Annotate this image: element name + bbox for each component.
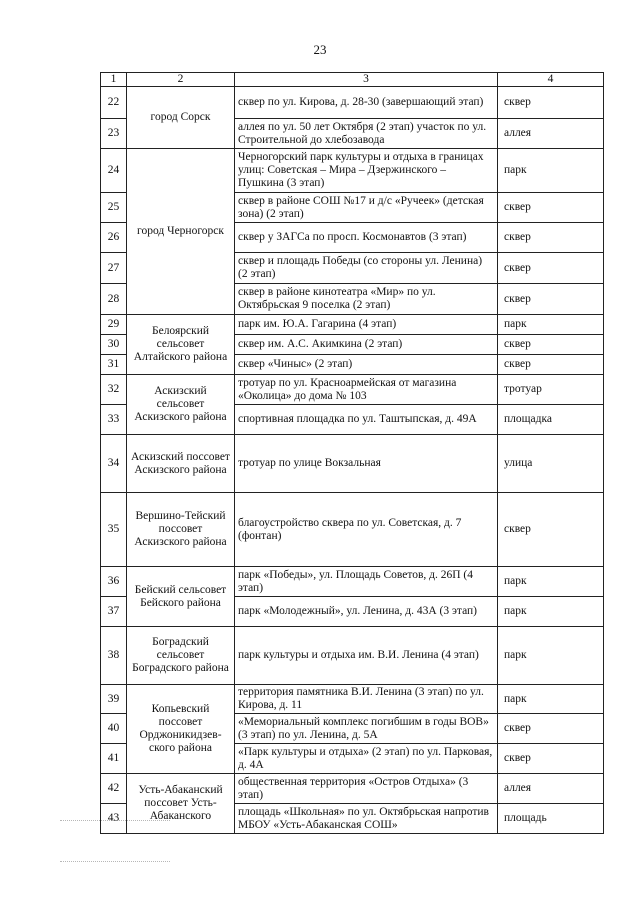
type-cell: улица bbox=[498, 435, 604, 493]
row-number: 33 bbox=[101, 405, 127, 435]
municipality-cell: Боградский сельсовет Боградского района bbox=[127, 627, 235, 685]
object-cell: сквер и площадь Победы (со стороны ул. Ленина) (2 этап) bbox=[235, 253, 498, 284]
type-cell: парк bbox=[498, 685, 604, 714]
object-cell: парк культуры и отдыха им. В.И. Ленина (4 этап) bbox=[235, 627, 498, 685]
object-cell: сквер в районе кинотеатра «Мир» по ул. Октябрьская 9 поселка (2 этап) bbox=[235, 284, 498, 315]
object-cell: аллея по ул. 50 лет Октября (2 этап) участок по ул. Строительной до хлебозавода bbox=[235, 119, 498, 149]
type-cell: парк bbox=[498, 315, 604, 335]
type-cell: аллея bbox=[498, 774, 604, 804]
row-number: 32 bbox=[101, 375, 127, 405]
row-number: 29 bbox=[101, 315, 127, 335]
type-cell: сквер bbox=[498, 744, 604, 774]
municipality-cell: Аскизский поссовет Аскизского района bbox=[127, 435, 235, 493]
row-number: 38 bbox=[101, 627, 127, 685]
type-cell: парк bbox=[498, 627, 604, 685]
type-cell: сквер bbox=[498, 253, 604, 284]
type-cell: сквер bbox=[498, 493, 604, 567]
row-number: 25 bbox=[101, 193, 127, 223]
row-number: 43 bbox=[101, 804, 127, 834]
row-number: 39 bbox=[101, 685, 127, 714]
table-row bbox=[101, 315, 604, 335]
type-cell: парк bbox=[498, 149, 604, 193]
object-cell: парк «Молодежный», ул. Ленина, д. 43А (3 этап) bbox=[235, 597, 498, 627]
row-number: 35 bbox=[101, 493, 127, 567]
table-row bbox=[101, 149, 604, 193]
table-row bbox=[101, 87, 604, 119]
table-row bbox=[101, 627, 604, 685]
object-cell: парк им. Ю.А. Гагарина (4 этап) bbox=[235, 315, 498, 335]
type-cell: сквер bbox=[498, 355, 604, 375]
municipality-cell: Бейский сельсовет Бейского района bbox=[127, 567, 235, 627]
row-number: 37 bbox=[101, 597, 127, 627]
row-number: 34 bbox=[101, 435, 127, 493]
object-cell: общественная территория «Остров Отдыха» (3 этап) bbox=[235, 774, 498, 804]
row-number: 28 bbox=[101, 284, 127, 315]
municipality-cell: город Черногорск bbox=[127, 149, 235, 315]
header-cell-1: 1 bbox=[101, 73, 127, 87]
object-cell: территория памятника В.И. Ленина (3 этап) по ул. Кирова, д. 11 bbox=[235, 685, 498, 714]
type-cell: площадь bbox=[498, 804, 604, 834]
object-cell: сквер «Чиныс» (2 этап) bbox=[235, 355, 498, 375]
object-cell: площадь «Школьная» по ул. Октябрьская напротив МБОУ «Усть-Абаканская СОШ» bbox=[235, 804, 498, 834]
type-cell: парк bbox=[498, 597, 604, 627]
type-cell: сквер bbox=[498, 193, 604, 223]
header-cell-2: 2 bbox=[127, 73, 235, 87]
municipality-cell: город Сорск bbox=[127, 87, 235, 149]
type-cell: площадка bbox=[498, 405, 604, 435]
object-cell: тротуар по ул. Красноармейская от магазина «Околица» до дома № 103 bbox=[235, 375, 498, 405]
improvement-table bbox=[100, 72, 604, 834]
object-cell: благоустройство сквера по ул. Советская, д. 7 (фонтан) bbox=[235, 493, 498, 567]
table-row bbox=[101, 774, 604, 804]
type-cell: сквер bbox=[498, 223, 604, 253]
type-cell: тротуар bbox=[498, 375, 604, 405]
object-cell: сквер по ул. Кирова, д. 28-30 (завершающий этап) bbox=[235, 87, 498, 119]
municipality-cell: Вершино-Тейский поссовет Аскизского района bbox=[127, 493, 235, 567]
row-number: 40 bbox=[101, 714, 127, 744]
municipality-cell: Белоярский сельсовет Алтайского района bbox=[127, 315, 235, 375]
type-cell: парк bbox=[498, 567, 604, 597]
header-cell-4: 4 bbox=[498, 73, 604, 87]
table-row bbox=[101, 435, 604, 493]
object-cell: спортивная площадка по ул. Таштыпская, д. 49А bbox=[235, 405, 498, 435]
row-number: 31 bbox=[101, 355, 127, 375]
object-cell: «Мемориальный комплекс погибшим в годы ВОВ» (3 этап) по ул. Ленина, д. 5А bbox=[235, 714, 498, 744]
row-number: 30 bbox=[101, 335, 127, 355]
type-cell: сквер bbox=[498, 284, 604, 315]
object-cell: Черногорский парк культуры и отдыха в границах улиц: Советская – Мира – Дзержинского – Пушкина (3 этап) bbox=[235, 149, 498, 193]
table-row bbox=[101, 375, 604, 405]
page-number: 23 bbox=[313, 42, 327, 57]
type-cell: сквер bbox=[498, 335, 604, 355]
table-row bbox=[101, 685, 604, 714]
row-number: 36 bbox=[101, 567, 127, 597]
row-number: 23 bbox=[101, 119, 127, 149]
row-number: 41 bbox=[101, 744, 127, 774]
object-cell: сквер им. А.С. Акимкина (2 этап) bbox=[235, 335, 498, 355]
object-cell: тротуар по улице Вокзальная bbox=[235, 435, 498, 493]
faded-stamp-mark bbox=[60, 820, 170, 862]
table-row bbox=[101, 567, 604, 597]
table-row bbox=[101, 493, 604, 567]
municipality-cell: Аскизский сельсовет Аскизского района bbox=[127, 375, 235, 435]
object-cell: «Парк культуры и отдыха» (2 этап) по ул. Парковая, д. 4А bbox=[235, 744, 498, 774]
type-cell: аллея bbox=[498, 119, 604, 149]
object-cell: парк «Победы», ул. Площадь Советов, д. 26П (4 этап) bbox=[235, 567, 498, 597]
row-number: 22 bbox=[101, 87, 127, 119]
municipality-cell: Копьевский поссовет Орджоникидзев-ского района bbox=[127, 685, 235, 774]
row-number: 42 bbox=[101, 774, 127, 804]
row-number: 27 bbox=[101, 253, 127, 284]
type-cell: сквер bbox=[498, 714, 604, 744]
municipality-cell: Усть-Абаканский поссовет Усть-Абаканского bbox=[127, 774, 235, 834]
header-row bbox=[101, 73, 604, 87]
object-cell: сквер у ЗАГСа по просп. Космонавтов (3 этап) bbox=[235, 223, 498, 253]
object-cell: сквер в районе СОШ №17 и д/с «Ручеек» (детская зона) (2 этап) bbox=[235, 193, 498, 223]
row-number: 26 bbox=[101, 223, 127, 253]
row-number: 24 bbox=[101, 149, 127, 193]
header-cell-3: 3 bbox=[235, 73, 498, 87]
type-cell: сквер bbox=[498, 87, 604, 119]
